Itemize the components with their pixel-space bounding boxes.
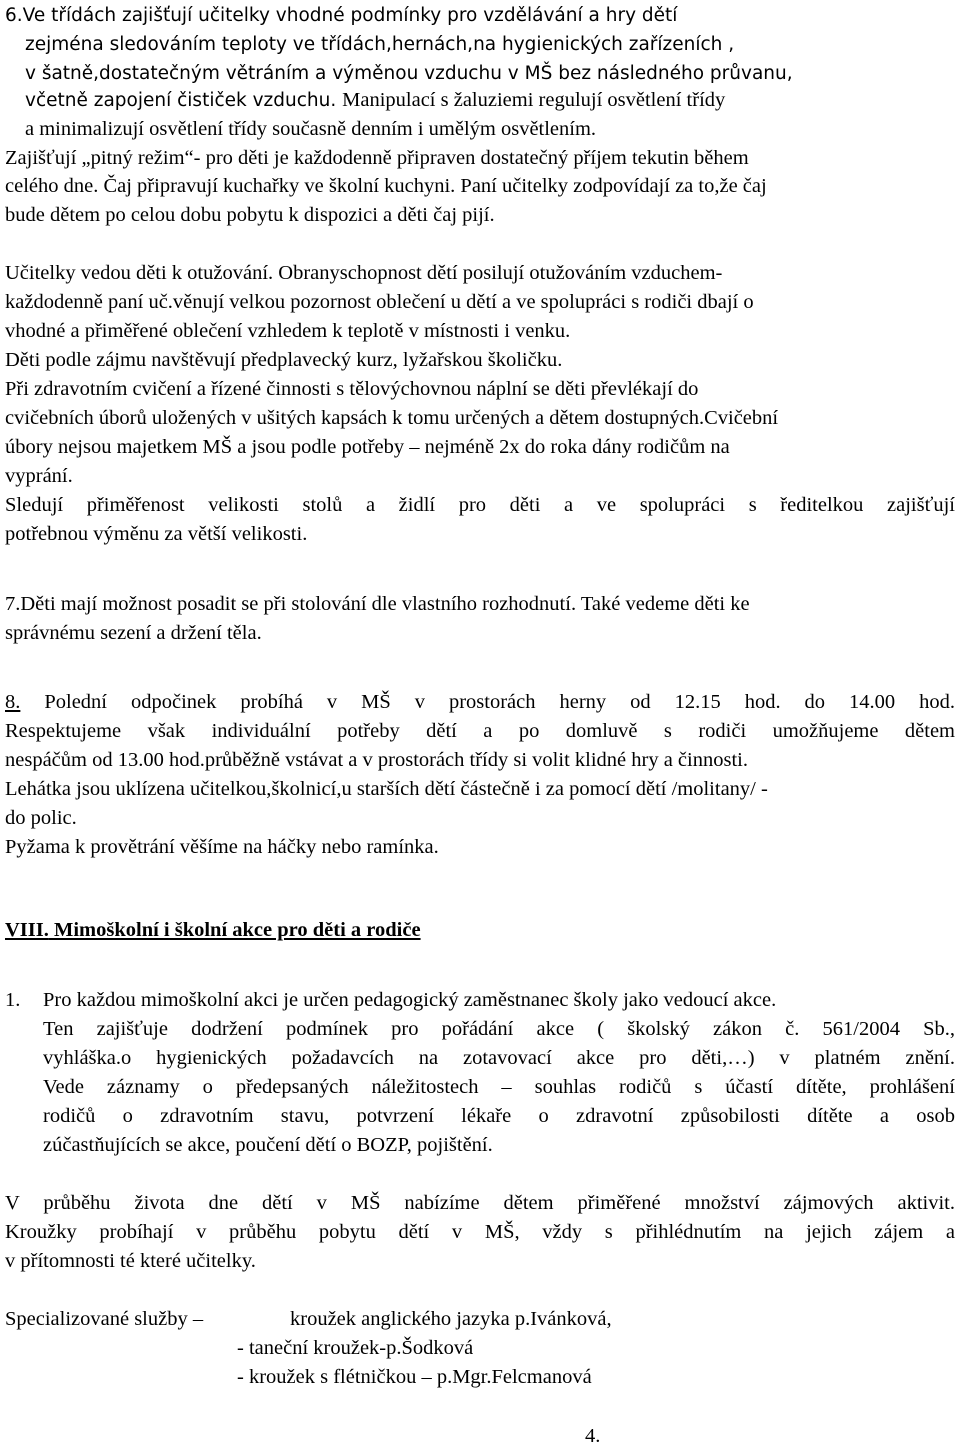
section6-line6: Zajišťují „pitný režim“- pro děti je každodenně připraven dostatečný příjem tekutin během xyxy=(5,147,749,169)
services-item2: - taneční kroužek-p.Šodková xyxy=(237,1337,474,1359)
services-item3: - kroužek s flétničkou – p.Mgr.Felcmanová xyxy=(237,1366,592,1388)
section6-line11: vhodné a přiměřené oblečení vzhledem k teplotě v místnosti i venku. xyxy=(5,320,571,342)
section6-line18: potřebnou výměnu za větší velikosti. xyxy=(5,523,308,545)
paragraph-line3: v přítomnosti té které učitelky. xyxy=(5,1250,256,1272)
section6-line12: Děti podle zájmu navštěvují předplavecký kurz, lyžařskou školičku. xyxy=(5,349,563,371)
section6-line17: Sledují přiměřenost velikosti stolů a židlí pro děti a ve spolupráci s ředitelkou zajišťují xyxy=(5,494,955,516)
services-label: Specializované služby – xyxy=(5,1308,204,1330)
item1-line3: vyhláška.o hygienických požadavcích na zotavovací akce pro děti,…) v platném znění. xyxy=(43,1047,955,1069)
page-number: 4. xyxy=(585,1425,601,1447)
section7-line1: 7.Děti mají možnost posadit se při stolování dle vlastního rozhodnutí. Také vedeme děti ke xyxy=(5,593,750,615)
heading-text: Mimoškolní i školní akce pro děti a rodiče xyxy=(54,919,421,941)
heading-number: VIII. xyxy=(5,919,49,941)
section8-line6: Pyžama k provětrání věšíme na háčky nebo ramínka. xyxy=(5,836,439,858)
item1-line1: Pro každou mimoškolní akci je určen pedagogický zaměstnanec školy jako vedoucí akce. xyxy=(43,989,777,1011)
section6-line13: Při zdravotním cvičení a řízené činnosti s tělovýchovnou náplní se děti převlékají do xyxy=(5,378,699,400)
section8-line2: Respektujeme však individuální potřeby dětí a po domluvě s rodiči umožňujeme dětem xyxy=(5,720,955,742)
section6-line4-part2: Manipulací s žaluziemi regulují osvětlení třídy xyxy=(342,89,726,111)
section6-line5: a minimalizují osvětlení třídy současně denním i umělým osvětlením. xyxy=(25,118,597,140)
section6-line10: každodenně paní uč.věnují velkou pozornost oblečení u dětí a ve spolupráci s rodiči dbají o xyxy=(5,291,754,313)
section6-line15: úbory nejsou majetkem MŠ a jsou podle potřeby – nejméně 2x do roka dány rodičům na xyxy=(5,436,730,458)
section6-line3: v šatně,dostatečným větráním a výměnou vzduchu v MŠ bez následného průvanu, xyxy=(25,63,793,84)
section-heading xyxy=(5,918,421,942)
paragraph-line1: V průběhu života dne dětí v MŠ nabízíme dětem přiměřené množství zájmových aktivit. xyxy=(5,1192,955,1214)
section6-line9: Učitelky vedou děti k otužování. Obranyschopnost dětí posilují otužováním vzduchem- xyxy=(5,262,723,284)
section8-line1-text: Polední odpočinek probíhá v MŠ v prostorách herny od 12.15 hod. do 14.00 hod. xyxy=(20,691,955,713)
item1-line2: Ten zajišťuje dodržení podmínek pro pořádání akce ( školský zákon č. 561/2004 Sb., xyxy=(43,1018,955,1040)
section6-line1: 6.Ve třídách zajišťují učitelky vhodné podmínky pro vzdělávání a hry dětí xyxy=(5,5,678,26)
section6-line16: vyprání. xyxy=(5,465,73,487)
paragraph-line2: Kroužky probíhají v průběhu pobytu dětí v MŠ, vždy s přihlédnutím na jejich zájem a xyxy=(5,1221,955,1243)
services-item1: kroužek anglického jazyka p.Ivánková, xyxy=(290,1308,612,1330)
section8-line1 xyxy=(5,690,955,714)
item1-line5: rodičů o zdravotním stavu, potvrzení lékaře o zdravotní způsobilosti dítěte a osob xyxy=(43,1105,955,1127)
item1-line4: Vede záznamy o předepsaných náležitostech – souhlas rodičů s účastí dítěte, prohlášení xyxy=(43,1076,955,1098)
section6-line14: cvičebních úborů uložených v ušitých kapsách k tomu určených a dětem dostupných.Cvičební xyxy=(5,407,779,429)
item1-line6: zúčastňujících se akce, poučení dětí o BOZP, pojištění. xyxy=(43,1134,493,1156)
section8-line5: do polic. xyxy=(5,807,77,829)
section8-number: 8. xyxy=(5,691,21,713)
section6-line4-part1: včetně zapojení čističek vzduchu. xyxy=(25,90,343,111)
section6-line7: celého dne. Čaj připravují kuchařky ve školní kuchyni. Paní učitelky zodpovídají za to,že čaj xyxy=(5,175,767,197)
section6-line4 xyxy=(25,88,725,113)
section6-line2: zejména sledováním teploty ve třídách,hernách,na hygienických zařízeních , xyxy=(25,34,735,55)
section6-line8: bude dětem po celou dobu pobytu k dispozici a děti čaj pijí. xyxy=(5,204,495,226)
section7-line2: správnému sezení a držení těla. xyxy=(5,622,262,644)
section8-line4: Lehátka jsou uklízena učitelkou,školnicí,u starších dětí částečně i za pomocí dětí /molitany/ - xyxy=(5,778,768,800)
section8-line3: nespáčům od 13.00 hod.průběžně vstávat a v prostorách třídy si volit klidné hry a činnosti. xyxy=(5,749,748,771)
item1-number: 1. xyxy=(5,989,21,1011)
